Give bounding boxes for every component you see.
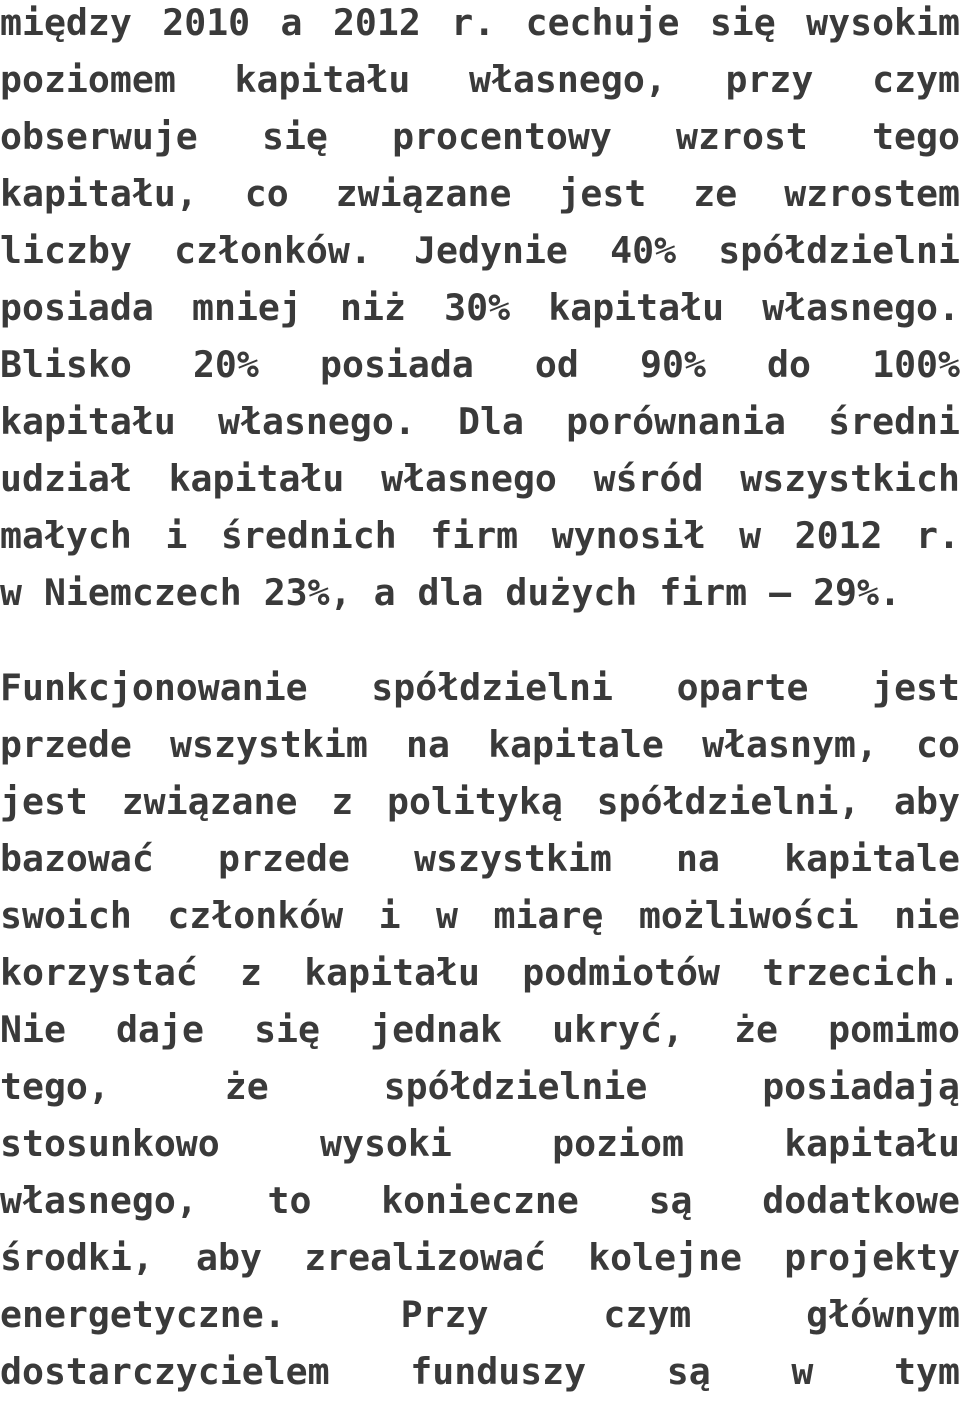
text-line: udział kapitału własnego wśród wszystkich [0,457,960,500]
paragraph-equity-level [0,0,960,627]
text-line: dostarczycielem funduszy są w tym [0,1350,960,1393]
text-line: jest związane z polityką spółdzielni, aby [0,780,960,823]
text-line: kapitału własnego. Dla porównania średni [0,400,960,443]
text-line: między 2010 a 2012 r. cechuje się wysokim [0,1,960,44]
text-line: Nie daje się jednak ukryć, że pomimo [0,1008,960,1051]
text-line: środki, aby zrealizować kolejne projekty [0,1236,960,1279]
text-line: przede wszystkim na kapitale własnym, co [0,723,960,766]
text-line: kapitału, co związane jest ze wzrostem [0,172,960,215]
text-line: Funkcjonowanie spółdzielni oparte jest [0,666,960,709]
text-line: stosunkowo wysoki poziom kapitału [0,1122,960,1165]
text-line: tego, że spółdzielnie posiadają [0,1065,960,1108]
text-line: Blisko 20% posiada od 90% do 100% [0,343,960,386]
text-line: energetyczne. Przy czym głównym [0,1293,960,1336]
text-line: korzystać z kapitału podmiotów trzecich. [0,951,960,994]
text-line: liczby członków. Jedynie 40% spółdzielni [0,229,960,272]
text-line: swoich członków i w miarę możliwości nie [0,894,960,937]
text-line: poziomem kapitału własnego, przy czym [0,58,960,101]
text-line: małych i średnich firm wynosił w 2012 r. [0,514,960,557]
text-line: w Niemczech 23%, a dla dużych firm – 29%. [0,571,901,614]
text-line: bazować przede wszystkim na kapitale [0,837,960,880]
text-line: posiada mniej niż 30% kapitału własnego. [0,286,960,329]
paragraph-cooperative-funding [0,665,960,1406]
text-line: obserwuje się procentowy wzrost tego [0,115,960,158]
text-line: własnego, to konieczne są dodatkowe [0,1179,960,1222]
